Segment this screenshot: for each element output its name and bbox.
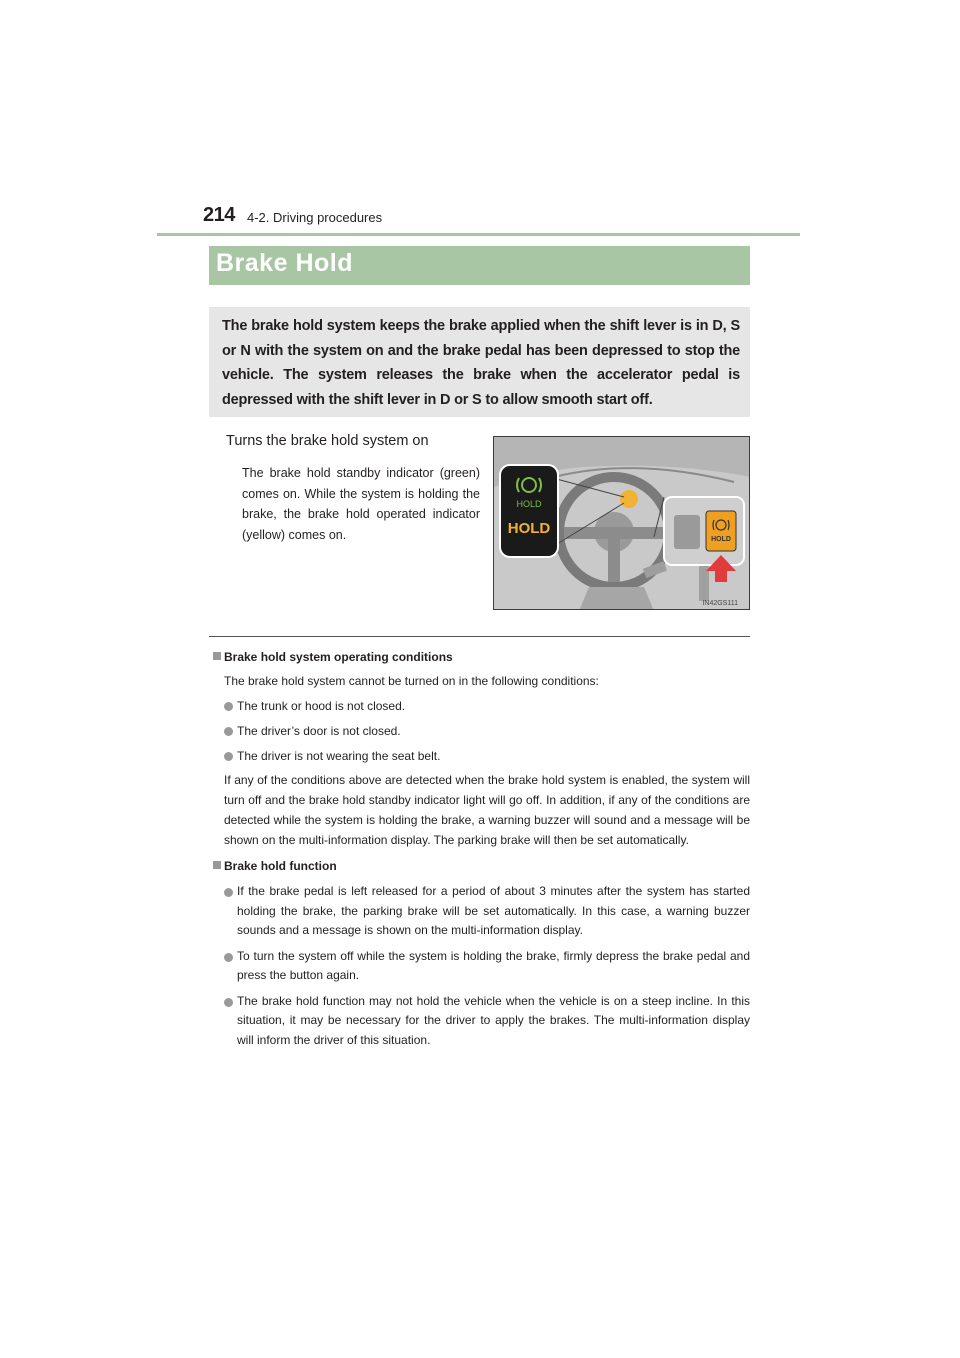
- list-item-text: The brake hold function may not hold the vehicle when the vehicle is on a steep incline. In this situation, it may be necessary for the driver to apply the brakes. The multi-information display will inform the driver of this situation.: [237, 993, 750, 1047]
- section-reference: 4-2. Driving procedures: [247, 210, 383, 225]
- step-description: The brake hold standby indicator (green) comes on. While the system is holding the brake, the brake hold operated indicator (yellow) comes on.: [242, 466, 480, 542]
- list-item: [213, 746, 750, 766]
- list-item: [213, 721, 750, 741]
- round-bullet-icon: [224, 752, 233, 761]
- list-item: [213, 947, 750, 986]
- note-text: The brake hold system cannot be turned on in the following conditions:: [224, 674, 599, 688]
- list-item-text: To turn the system off while the system is holding the brake, firmly depress the brake pedal and press the button again.: [237, 948, 750, 982]
- round-bullet-icon: [224, 702, 233, 711]
- page-number: 214: [203, 204, 235, 226]
- intro-text: The brake hold system keeps the brake applied when the shift lever is in D, S or N with the system on and the brake pedal has been depressed to stop the vehicle. The system releases the brake when the accelerator pedal is depressed with the shift lever in D or S to allow smooth start off.: [222, 318, 740, 408]
- note-heading-function: [213, 856, 750, 876]
- intro-box: [209, 307, 750, 417]
- list-item: [213, 992, 750, 1051]
- round-bullet-icon: [224, 953, 233, 962]
- list-item-text: The driver’s door is not closed.: [237, 724, 401, 738]
- note-heading-text: Brake hold system operating conditions: [224, 650, 453, 664]
- square-bullet-icon: [213, 861, 221, 869]
- list-item-text: If the brake pedal is left released for a period of about 3 minutes after the system has started holding the brake, the parking brake will be set automatically. In this case, a warning buzzer sounds and a message is shown on the multi-information display.: [237, 884, 750, 937]
- note-heading-operating-conditions: [213, 647, 750, 667]
- cluster-indicator-spot: [620, 490, 638, 508]
- section-title: Brake Hold: [216, 249, 353, 277]
- switch-label: HOLD: [711, 536, 731, 543]
- brake-hold-switch: [706, 511, 736, 551]
- indicator-inset: [500, 465, 558, 557]
- brake-hold-illustration: [493, 436, 750, 610]
- square-bullet-icon: [213, 652, 221, 660]
- round-bullet-icon: [224, 888, 233, 897]
- operated-indicator-label: HOLD: [507, 520, 551, 537]
- round-bullet-icon: [224, 727, 233, 736]
- round-bullet-icon: [224, 998, 233, 1007]
- note-heading-text: Brake hold function: [224, 859, 337, 873]
- standby-indicator-label: HOLD: [516, 499, 542, 509]
- figure-code: IN42GS111: [702, 600, 738, 607]
- list-item: [213, 696, 750, 716]
- notes-divider: [209, 636, 750, 637]
- list-item: [213, 882, 750, 941]
- list-item-text: The trunk or hood is not closed.: [237, 699, 406, 713]
- notes-section: [213, 647, 750, 1050]
- section-title-bar: [209, 246, 750, 285]
- note-text: If any of the conditions above are detected when the brake hold system is enabled, the system will turn off and the brake hold standby indicator light will go off. In addition, if any of the conditions are detected while the system is holding the brake, a warning buzzer will sound and a message will be shown on the multi-information display. The parking brake will then be set automatically.: [224, 773, 750, 847]
- header-divider: [157, 233, 800, 236]
- list-item-text: The driver is not wearing the seat belt.: [237, 749, 441, 763]
- step-title: Turns the brake hold system on: [226, 433, 429, 449]
- auto-hold-neighbor-button: [674, 515, 700, 549]
